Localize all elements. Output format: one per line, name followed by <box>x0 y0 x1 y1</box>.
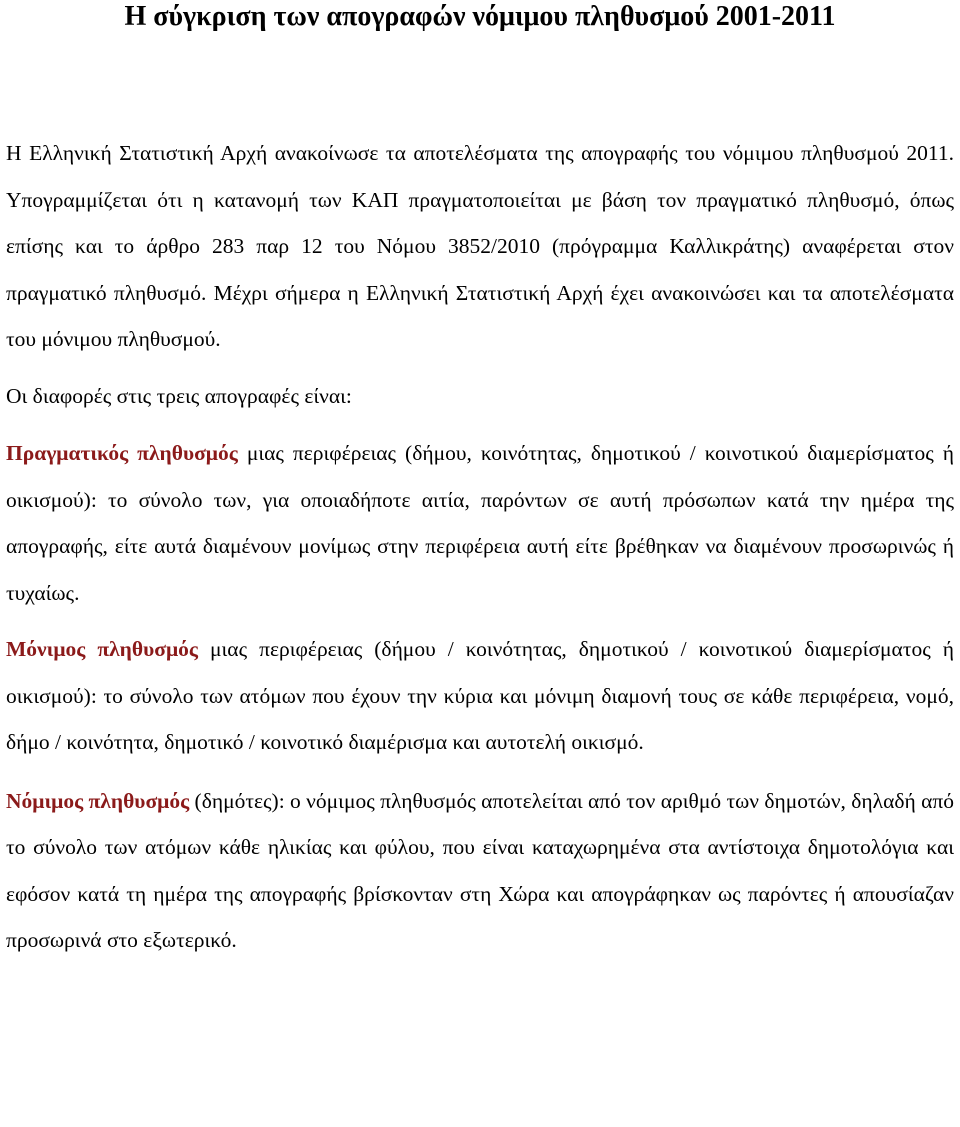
term-actual-population: Πραγματικός πληθυσμός <box>6 441 238 465</box>
definition-text-permanent-population: μιας περιφέρειας (δήμου / κοινότητας, δημοτικού / κοινοτικού διαμερίσματος ή οικισμού): το σύνολο των ατόμων που έχουν την κύρια και μόνιμη διαμονή τους σε κάθε περιφέρεια, νομό, δήμο / κοινότητα, δημοτικό / κοινοτικό διαμέρισμα και αυτοτελή οικισμό. <box>6 637 954 754</box>
definition-legal-population <box>6 778 954 964</box>
page-title: Η σύγκριση των απογραφών νόμιμου πληθυσμού 2001-2011 <box>124 1 836 32</box>
definition-actual-population <box>6 430 954 616</box>
definition-text-actual-population: μιας περιφέρειας (δήμου, κοινότητας, δημοτικού / κοινοτικού διαμερίσματος ή οικισμού): το σύνολο των, για οποιαδήποτε αιτία, παρόντων σε αυτή πρόσωπων κατά την ημέρα της απογραφής, είτε αυτά διαμένουν μονίμως στην περιφέρεια αυτή είτε βρέθηκαν να διαμένουν προσωρινώς ή τυχαίως. <box>6 441 955 605</box>
term-legal-population: Νόμιμος πληθυσμός <box>6 788 190 813</box>
definition-text-legal-population: (δημότες): ο νόμιμος πληθυσμός αποτελείται από τον αριθμό των δημοτών, δηλαδή από το σύνολο των ατόμων κάθε ηλικίας και φύλου, που είναι καταχωρημένα στα αντίστοιχα δημοτολόγια και εφόσον κατά τη ημέρα της απογραφής βρίσκονταν στη Χώρα και απογράφηκαν ως παρόντες ή απουσίαζαν προσωρινά στο εξωτερικό. <box>6 788 954 952</box>
intro-paragraph: Η Ελληνική Στατιστική Αρχή ανακοίνωσε τα αποτελέσματα της απογραφής του νόμιμου πληθυσμού 2011. Υπογραμμίζεται ότι η κατανομή των ΚΑΠ πραγματοποιείται με βάση τον πραγματικό πληθυσμό, όπως επίσης και το άρθρο 283 παρ 12 του Νόμου 3852/2010 (πρόγραμμα Καλλικράτης) αναφέρεται στον πραγματικό πληθυσμό. Μέχρι σήμερα η Ελληνική Στατιστική Αρχή έχει ανακοινώσει και τα αποτελέσματα του μόνιμου πληθυσμού. <box>6 141 954 351</box>
definition-permanent-population <box>6 626 954 766</box>
differences-intro: Οι διαφορές στις τρεις απογραφές είναι: <box>6 383 352 408</box>
term-permanent-population: Μόνιμος πληθυσμός <box>6 637 198 661</box>
